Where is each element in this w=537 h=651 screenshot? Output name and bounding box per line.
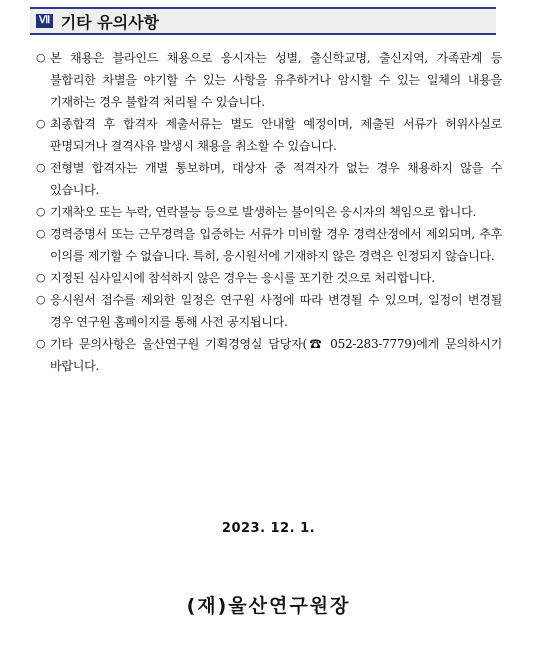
list-item-text: 지정된 심사일시에 참석하지 않은 경우는 응시를 포기한 것으로 처리합니다.: [50, 271, 435, 285]
bullet-circle-icon: ○: [36, 293, 46, 306]
list-item: [36, 289, 502, 333]
notice-date: 2023. 12. 1.: [221, 521, 316, 536]
bullet-circle-icon: ○: [36, 227, 46, 240]
organization-signature: (재)울산연구원장: [186, 595, 351, 617]
bullet-circle-icon: ○: [36, 271, 46, 284]
list-item: [36, 267, 502, 289]
list-item-text: 기재착오 또는 누락, 연락불능 등으로 발생하는 불이익은 응시자의 책임으로 합니다.: [50, 205, 476, 219]
list-item: [36, 333, 502, 377]
bullet-circle-icon: ○: [36, 205, 46, 218]
section-header: [30, 7, 496, 35]
list-item-text: 최종합격 후 합격자 제출서류는 별도 안내할 예정이며, 제출된 서류가 허위사실로 판명되거나 결격사유 발생시 채용을 취소할 수 있습니다.: [50, 117, 502, 153]
bullet-circle-icon: ○: [36, 117, 46, 130]
section-number-badge: Ⅶ: [36, 14, 53, 28]
list-item: [36, 201, 502, 223]
list-item: [36, 113, 502, 157]
list-item: [36, 223, 502, 267]
bullet-circle-icon: ○: [36, 161, 46, 174]
list-item: [36, 157, 502, 201]
list-item-text: 전형별 합격자는 개별 통보하며, 대상자 중 적격자가 없는 경우 채용하지 않을 수 있습니다.: [50, 161, 502, 197]
bullet-circle-icon: ○: [36, 337, 46, 350]
section-title: 기타 유의사항: [60, 12, 160, 32]
list-item-text: 경력증명서 또는 근무경력을 입증하는 서류가 미비할 경우 경력산정에서 제외되며, 추후 이의를 제기할 수 없습니다. 특히, 응시원서에 기재하지 않은 경력은 인정되지 않습니다.: [50, 227, 502, 263]
list-item-text: 기타 문의사항은 울산연구원 기획경영실 담당자(☎ 052-283-7779)에게 문의하시기 바랍니다.: [50, 337, 502, 373]
bullet-circle-icon: ○: [36, 51, 46, 64]
notice-list: [36, 47, 502, 377]
list-item-text: 응시원서 접수를 제외한 일정은 연구원 사정에 따라 변경될 수 있으며, 일정이 변경될 경우 연구원 홈페이지를 통해 사전 공지됩니다.: [50, 293, 502, 329]
list-item: [36, 47, 502, 113]
list-item-text: 본 채용은 블라인드 채용으로 응시자는 성별, 출신학교명, 출신지역, 가족관계 등 불합리한 차별을 야기할 수 있는 사항을 유추하거나 암시할 수 있는 일체의 내용을 기재하는 경우 불합격 처리될 수 있습니다.: [50, 51, 502, 109]
